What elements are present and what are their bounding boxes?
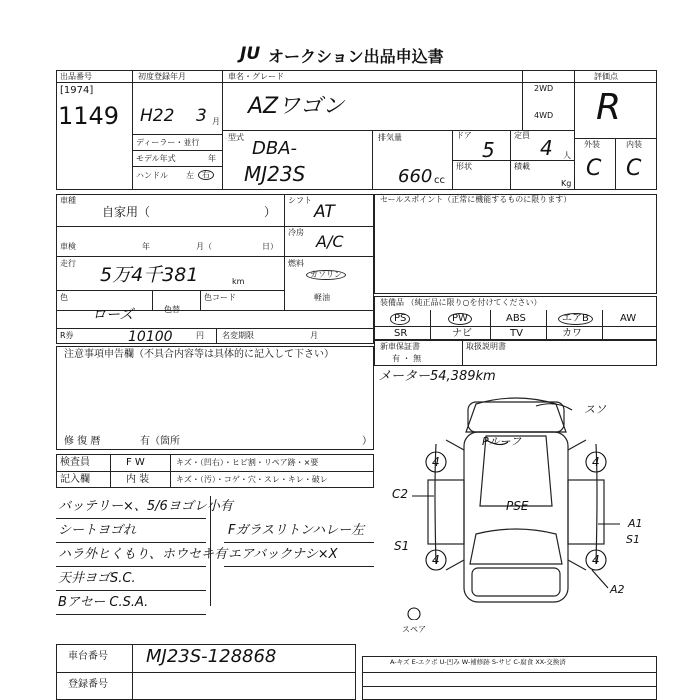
color-change-label: 色替	[164, 305, 180, 314]
handle-label: ハンドル	[136, 171, 168, 180]
exterior-label: 外装	[584, 140, 600, 149]
equip-sr: SR	[394, 328, 408, 339]
inspector-label: 検査員	[60, 457, 90, 468]
header-logo: JU	[240, 44, 261, 64]
capacity-unit: 人	[563, 151, 571, 160]
dealer-label: ディーラー・並行	[136, 138, 200, 147]
doors-value: 5	[482, 138, 495, 162]
equip-ps: PS	[390, 313, 410, 325]
ac-value: A/C	[316, 232, 344, 251]
displacement-label: 排気量	[378, 133, 402, 142]
manual-label: 取扱説明書	[466, 342, 506, 351]
sales-point-label: セールスポイント（正常に機能するものに限ります）	[380, 195, 572, 204]
handle-left: 左	[186, 171, 194, 180]
lot-number: 1149	[58, 102, 120, 130]
loading-label: 積載	[514, 162, 530, 171]
warranty-label: 新車保証書	[380, 342, 420, 351]
equip-aw: AW	[620, 313, 637, 324]
note-left-4: Bアセー C.S.A.	[58, 595, 149, 610]
note-left-0: バッテリー×、5/6ヨゴレ小有	[58, 499, 233, 514]
shift-label: シフト	[288, 196, 312, 205]
exterior-value: C	[586, 156, 602, 181]
diagram-label-top-right: スソ	[584, 403, 606, 416]
drive-2wd: 2WD	[534, 84, 554, 93]
recycle-label: R券	[60, 331, 74, 340]
lot-label: 出品番号	[60, 72, 92, 81]
capacity-value: 4	[540, 136, 553, 160]
note-left-1: シートヨゴれ	[58, 523, 137, 538]
evaluation-value: R	[596, 87, 622, 128]
color-value: ローズ	[92, 307, 134, 323]
registration-year: H22	[140, 106, 175, 126]
spare-label: スペア	[402, 625, 426, 634]
ac-label: 冷房	[288, 228, 304, 237]
model-year-unit: 年	[208, 154, 216, 163]
capacity-label: 定員	[514, 131, 530, 140]
displacement-unit: cc	[434, 175, 445, 186]
shift-value: AT	[314, 202, 335, 222]
recorder-label: 記入欄	[60, 474, 90, 485]
inspection-day: 日）	[262, 242, 278, 251]
registration-month: 3	[196, 106, 207, 126]
doors-label: ドア	[456, 131, 472, 140]
inner-legend: キズ・（汚）・コゲ・穴・スレ・キレ・破レ	[176, 475, 328, 484]
mileage-value: 5万4千381	[100, 264, 199, 286]
chassis-value: MJ23S-128868	[146, 646, 277, 667]
registration-number-label: 登録番号	[68, 679, 108, 690]
diagram-label-bottom-right: A2	[610, 583, 625, 596]
legend-bar: A-キズ E-エクボ U-凹み W-補修跡 S-サビ C-腐食 XX-交換済	[390, 658, 566, 666]
fuel-gasoline: ガソリン	[306, 270, 346, 280]
transfer-label: 名変期限	[222, 331, 254, 340]
model-line2: MJ23S	[244, 162, 306, 186]
lot-code: [1974]	[60, 85, 94, 96]
repair-close: ）	[362, 436, 372, 447]
equip-pw: PW	[448, 313, 472, 325]
handle-right: 右	[198, 170, 214, 180]
note-left-2: ハラ外ヒくもり、ホウセキ有	[58, 547, 228, 562]
inspector-legend: キズ・（凹右）・ヒビ割・リペア跡・×要	[176, 458, 319, 467]
note-right-1: エアバックナシ×X	[228, 547, 338, 562]
sales-point-panel	[374, 194, 657, 294]
chassis-label: 車台番号	[68, 651, 108, 662]
model-label: 型式	[228, 133, 244, 142]
wheel-fr-mark: 4	[592, 455, 600, 469]
diagram-label-left-c2: C2	[392, 487, 409, 501]
usage-value: 自家用（	[102, 205, 151, 219]
diagram-label-right-a1: A1	[628, 517, 643, 530]
usage-label: 車種	[60, 196, 76, 205]
model-year-label: モデル年式	[136, 154, 176, 163]
equip-navi: ナビ	[452, 328, 472, 339]
shape-label: 形状	[456, 162, 472, 171]
notes-label: 注意事項申告欄（不具合内容等は具体的に記入して下さい）	[64, 349, 334, 360]
diagram-label-right-s1: S1	[626, 533, 640, 546]
wheel-rl-mark: 4	[432, 553, 440, 567]
inspection-month: 月（	[196, 242, 212, 251]
fuel-diesel: 軽油	[314, 293, 330, 302]
inspection-label: 車検	[60, 242, 76, 251]
equip-leather: カワ	[562, 328, 582, 339]
interior-value: C	[626, 156, 642, 181]
diagram-label-center: PSE	[506, 499, 529, 513]
diagram-label-left-s1: S1	[394, 539, 410, 553]
warranty-options: 有 ・ 無	[392, 354, 422, 363]
equip-airbag: エアB	[558, 313, 593, 325]
car-name-label: 車名・グレード	[228, 72, 284, 81]
registration-label: 初度登録年月	[138, 72, 186, 81]
wheel-rr-mark: 4	[592, 553, 600, 567]
recycle-unit: 円	[196, 331, 204, 340]
interior-label: 内装	[626, 140, 642, 149]
repair-label: 修 復 暦	[64, 436, 101, 447]
color-code-label: 色コード	[204, 293, 236, 302]
note-left-3: 天井ヨゴS.C.	[58, 571, 136, 586]
car-name-value: AZワゴン	[248, 94, 345, 119]
recycle-value: 10100	[128, 329, 173, 345]
wheel-fl-mark: 4	[432, 455, 440, 469]
equipment-label: 装備品 （純正品に限り○を付けてください）	[380, 298, 542, 307]
mileage-unit: km	[232, 277, 245, 286]
displacement-value: 660	[398, 166, 433, 187]
transfer-unit: 月	[310, 331, 318, 340]
inspector-fw: F W	[126, 457, 145, 468]
notes-panel	[56, 346, 374, 450]
equip-tv: TV	[510, 328, 523, 339]
inner-label: 内 装	[126, 474, 150, 485]
fuel-label: 燃料	[288, 259, 304, 268]
color-label: 色	[60, 293, 68, 302]
drive-4wd: 4WD	[534, 111, 554, 120]
loading-unit: Kg	[561, 179, 572, 188]
odometer-note: メーター54,389km	[378, 369, 496, 384]
note-right-0: Fガラスリトンハレー左	[228, 523, 365, 538]
inspection-year: 年	[142, 242, 150, 251]
form-title: オークション出品申込書	[268, 47, 444, 66]
repair-value: 有（箇所	[140, 436, 180, 447]
registration-month-unit: 月	[212, 117, 220, 126]
model-line1: DBA-	[252, 138, 298, 159]
evaluation-label: 評価点	[594, 72, 618, 81]
diagram-label-center-top: Pルーフ	[482, 435, 522, 448]
mileage-label: 走行	[60, 259, 76, 268]
equip-abs: ABS	[506, 313, 526, 324]
usage-close: ）	[264, 205, 277, 219]
